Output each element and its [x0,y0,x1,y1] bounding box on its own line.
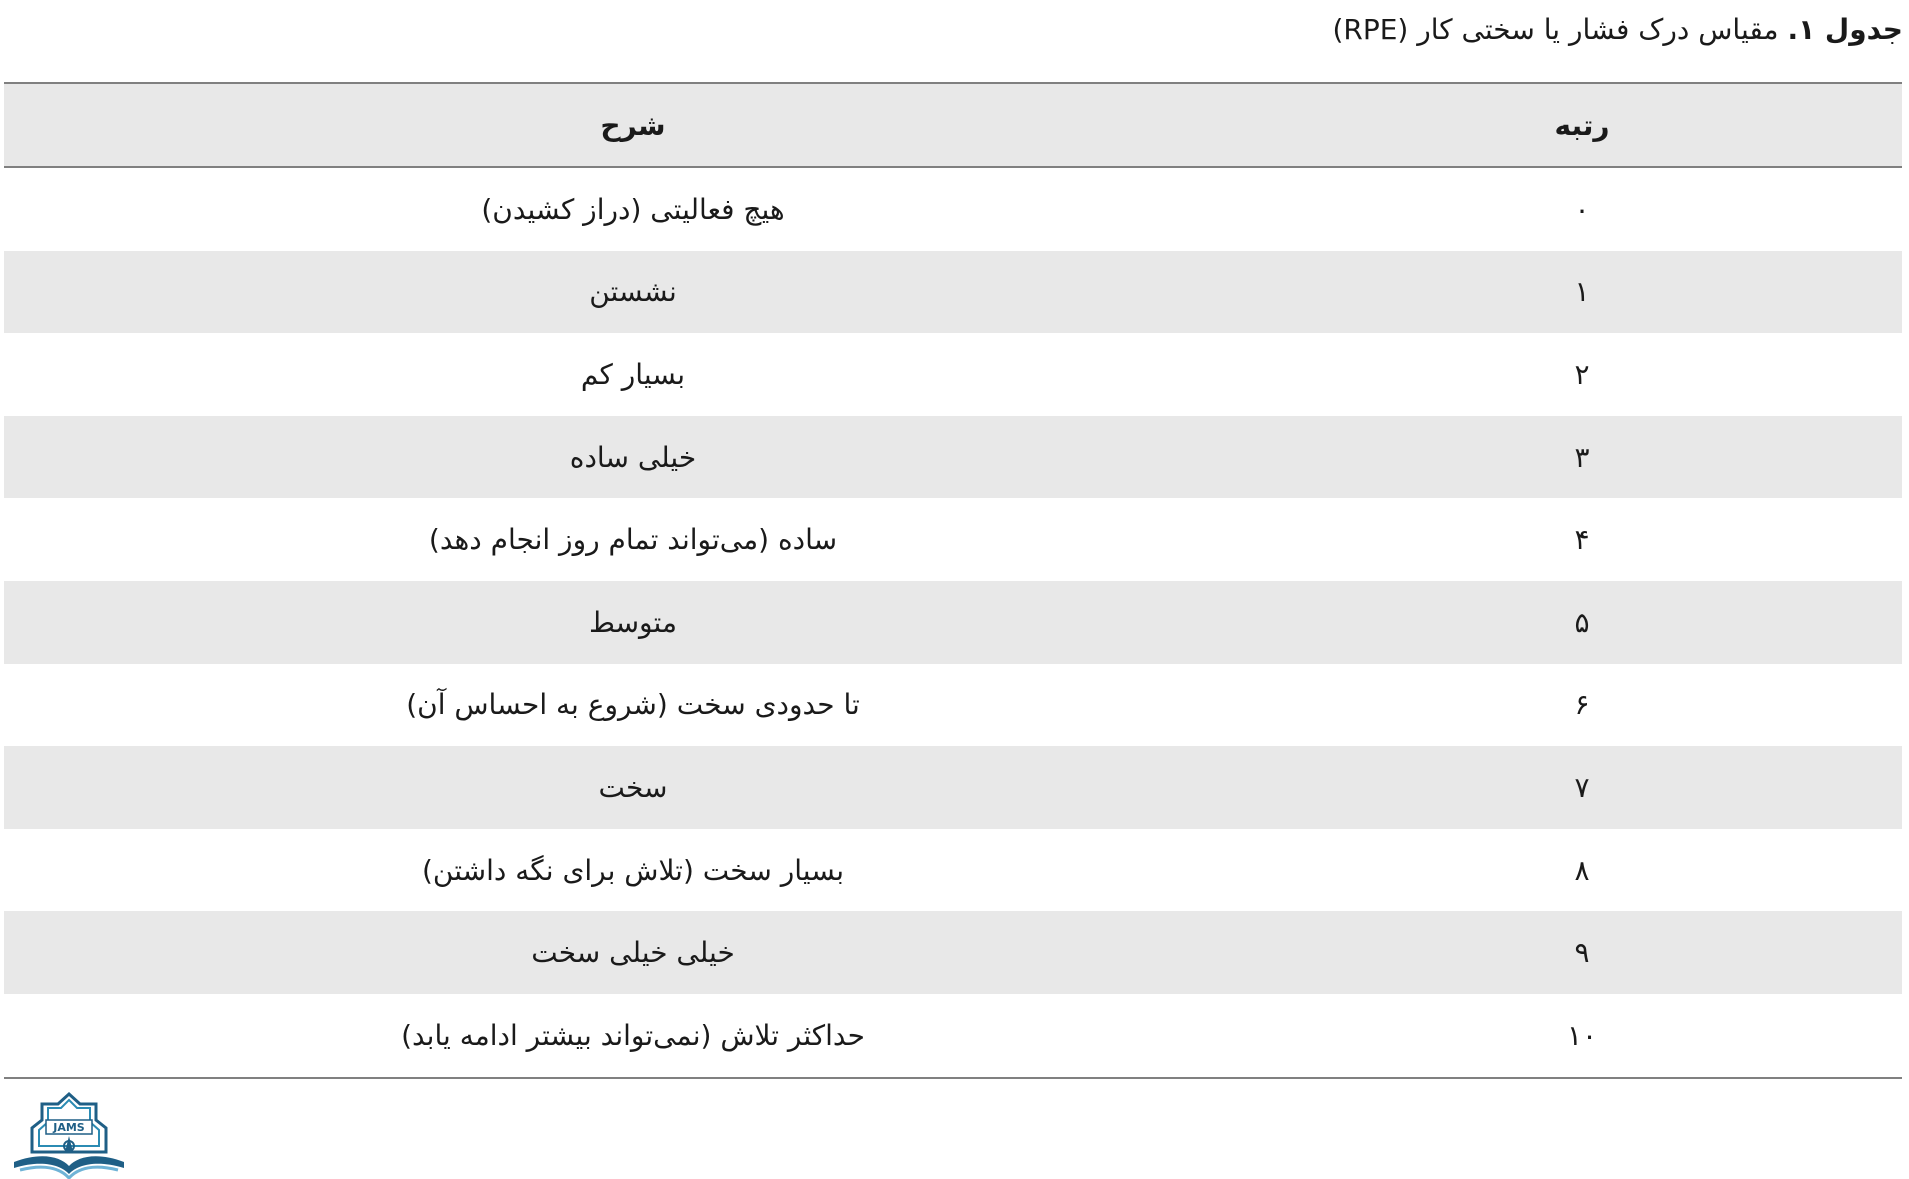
rank-cell: ۳ [1574,440,1590,474]
table-row [4,911,1902,994]
table-row [4,581,1902,664]
description-cell: خیلی ساده [569,440,697,474]
description-cell: نشستن [589,275,677,309]
jams-logo [10,1090,128,1179]
rank-cell: ۱۰ [1262,994,1902,1078]
description-cell: سخت [598,770,668,804]
rank-cell: ۴ [1574,523,1590,557]
description-cell: بسیار کم [580,357,686,391]
table-row [4,829,1902,912]
caption-label: جدول ۱. [1787,13,1903,46]
rank-cell: ۱ [1574,275,1590,309]
description-cell: ساده (می‌تواند تمام روز انجام دهد) [428,523,838,557]
description-cell: خیلی خیلی سخت [531,936,735,970]
table-row [4,167,1902,251]
table-row [4,333,1902,416]
table-row [4,498,1902,581]
logo-text: JAMS [53,1121,85,1134]
table-row [4,416,1902,499]
table-header-row [4,83,1902,167]
header-rank: رتبه [1262,83,1902,167]
table-caption [1332,10,1903,50]
rpe-table [4,82,1902,1079]
rank-cell: ۵ [1574,605,1590,639]
table-row [4,994,1902,1078]
table-body [4,167,1902,1078]
table-row [4,251,1902,334]
description-cell: هیچ فعالیتی (دراز کشیدن) [481,192,785,226]
table-row [4,746,1902,829]
table-row [4,664,1902,747]
description-cell: متوسط [589,605,677,639]
caption-text: مقیاس درک فشار یا سختی کار (RPE) [1332,13,1788,46]
description-cell: تا حدودی سخت (شروع به احساس آن) [406,688,860,722]
description-cell: بسیار سخت (تلاش برای نگه داشتن) [421,853,844,887]
rank-cell: ۶ [1574,688,1590,722]
rank-cell: ۸ [1574,853,1590,887]
rank-cell: ۹ [1574,936,1590,970]
header-description: شرح [4,83,1262,167]
rank-cell: ۲ [1574,357,1590,391]
rank-cell: ۷ [1574,770,1590,804]
rank-cell: ۰ [1574,192,1590,226]
description-cell: حداکثر تلاش (نمی‌تواند بیشتر ادامه یابد) [4,994,1262,1078]
